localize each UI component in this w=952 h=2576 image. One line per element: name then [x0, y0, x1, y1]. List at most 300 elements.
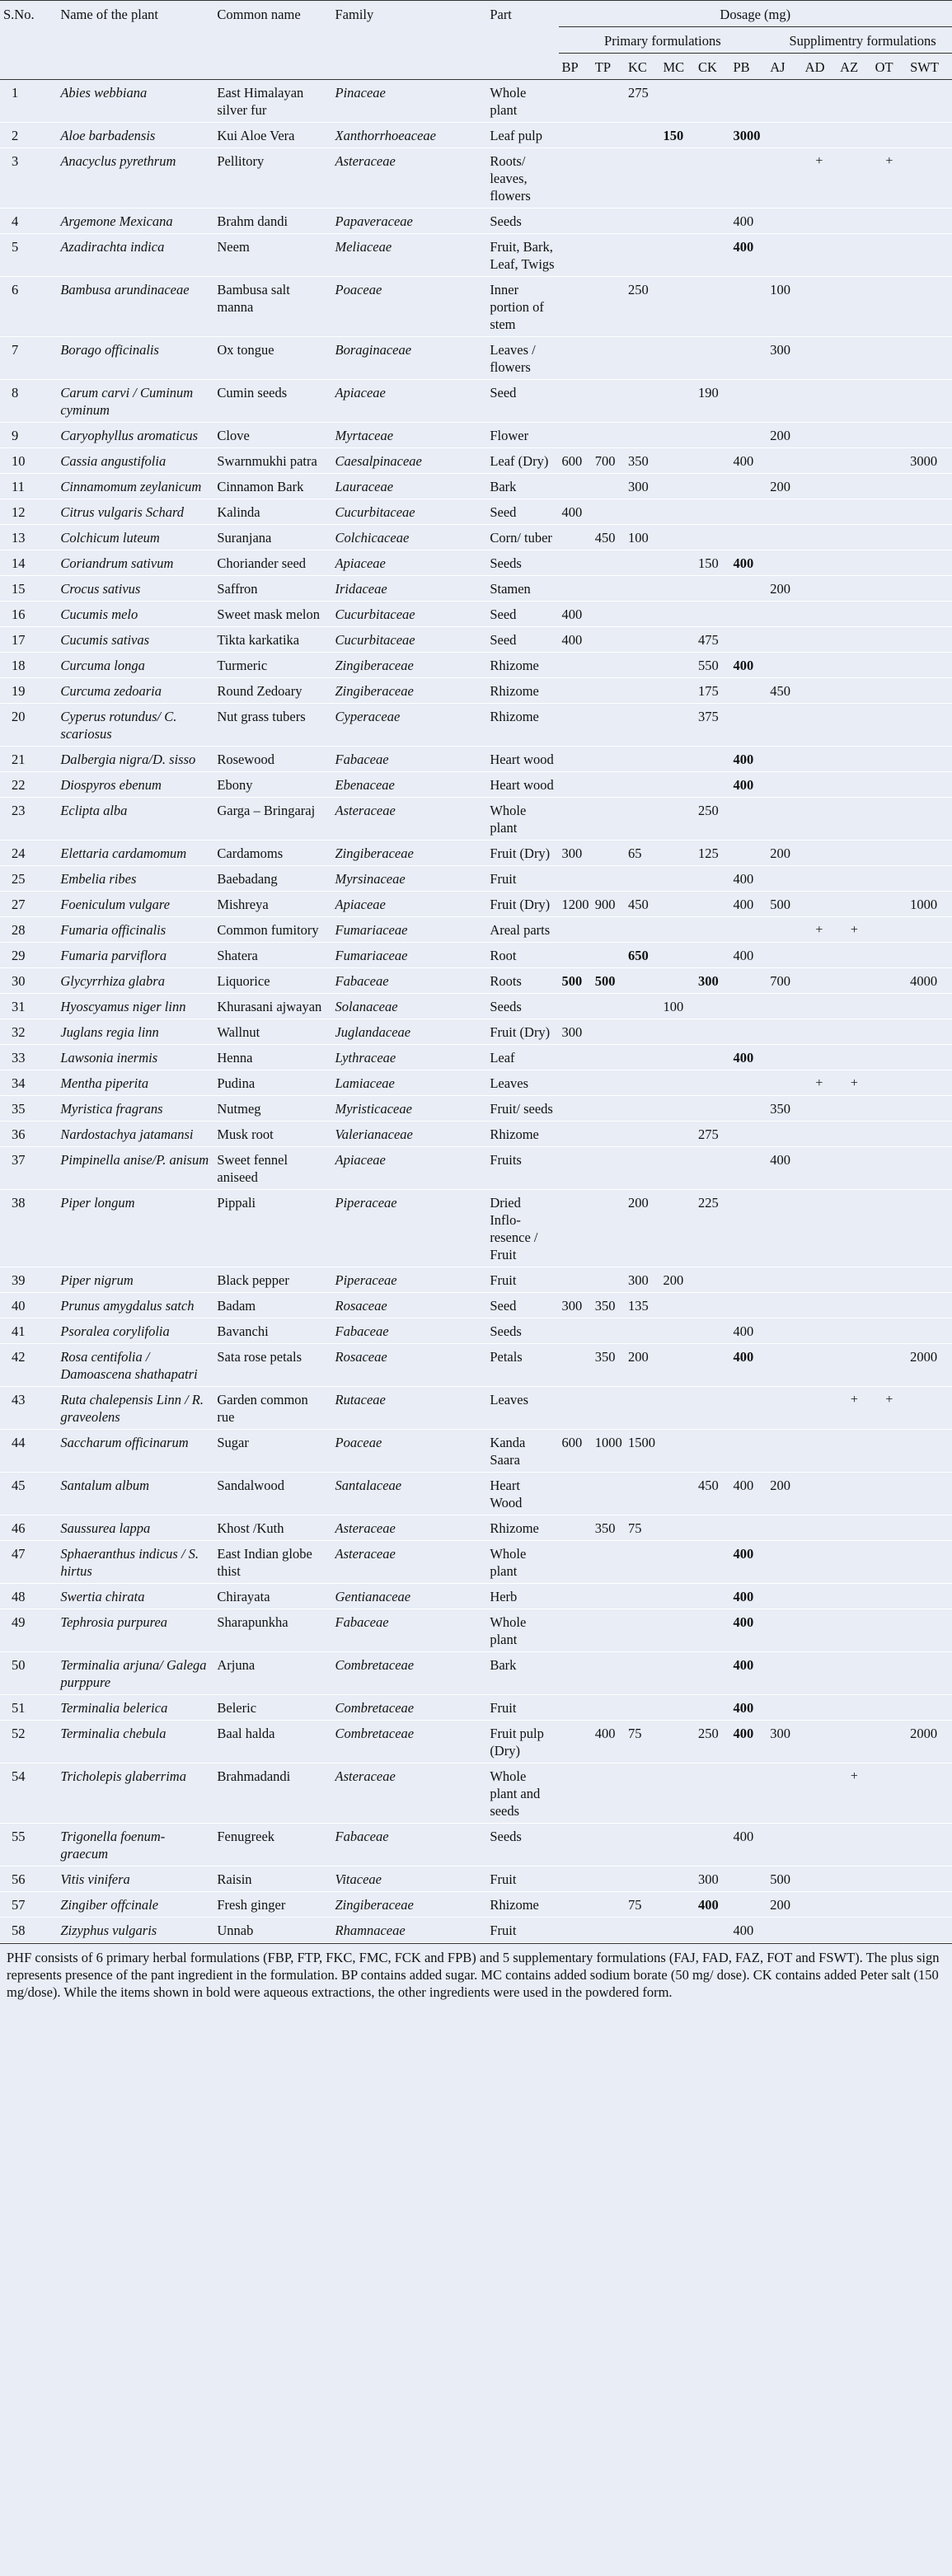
row-dose-aj: 100	[770, 282, 790, 297]
row-dose-ck	[695, 474, 729, 499]
row-dose-az	[837, 423, 871, 448]
header-col-ot: OT	[872, 54, 907, 80]
row-part: Roots/ leaves, flowers	[490, 153, 531, 204]
row-dose-ad	[802, 1721, 837, 1763]
row-dose-kc	[625, 1918, 659, 1943]
row-sno: 29	[12, 948, 26, 963]
table-row	[0, 1541, 952, 1584]
row-dose-swt	[907, 1096, 952, 1122]
row-dose-swt	[907, 1267, 952, 1293]
row-dose-ot	[872, 1892, 907, 1918]
row-dose-bp	[559, 123, 592, 148]
row-dose-ot	[872, 525, 907, 550]
row-dose-bp	[559, 1584, 592, 1609]
row-dose-aj: 400	[770, 1152, 790, 1168]
row-dose-bp	[559, 772, 592, 798]
row-part: Leaf	[490, 1050, 515, 1066]
row-dose-aj	[767, 917, 801, 943]
row-dose-ad	[802, 653, 837, 678]
row-dose-swt	[907, 234, 952, 277]
row-dose-ad	[802, 576, 837, 602]
row-dose-bp	[559, 747, 592, 772]
row-common-name: Bavanchi	[217, 1323, 269, 1339]
row-dose-ot	[872, 772, 907, 798]
row-dose-kc	[625, 1318, 659, 1344]
row-dose-ad	[802, 1387, 837, 1430]
row-sno: 48	[12, 1589, 26, 1604]
row-dose-ck	[695, 148, 729, 208]
row-dose-mc	[660, 1892, 695, 1918]
row-dose-bp	[559, 234, 592, 277]
row-dose-ot	[872, 1515, 907, 1541]
row-dose-mc	[660, 892, 695, 917]
row-common-name: Cumin seeds	[217, 385, 288, 400]
row-dose-tp	[592, 602, 625, 627]
row-dose-pb: 400	[733, 1589, 754, 1604]
row-dose-aj: 200	[770, 1897, 790, 1913]
header-supplementary: Supplimentry formulations	[767, 27, 952, 54]
row-common-name: Mishreya	[217, 897, 269, 912]
row-dose-ad	[802, 474, 837, 499]
row-dose-bp	[559, 1045, 592, 1070]
row-part: Bark	[490, 479, 517, 494]
row-sno: 35	[12, 1101, 26, 1117]
row-dose-ad	[802, 943, 837, 968]
row-part: Heart wood	[490, 777, 554, 793]
row-sno: 24	[12, 845, 26, 861]
row-family: Rutaceae	[335, 1392, 386, 1407]
row-dose-tp	[592, 772, 625, 798]
row-dose-az	[837, 892, 871, 917]
row-common-name: Swarnmukhi patra	[217, 453, 317, 469]
row-family: Ebenaceae	[335, 777, 395, 793]
row-dose-pb: 400	[733, 213, 754, 229]
row-dose-mc	[660, 1721, 695, 1763]
row-dose-az	[837, 80, 871, 123]
row-dose-ck	[695, 1652, 729, 1695]
row-dose-swt	[907, 1019, 952, 1045]
row-common-name: East Indian globe thist	[217, 1546, 312, 1579]
row-dose-tp	[592, 1096, 625, 1122]
table-row	[0, 798, 952, 841]
row-dose-kc	[625, 1147, 659, 1190]
table-row	[0, 968, 952, 994]
row-dose-pb	[729, 1147, 767, 1190]
row-family: Fabaceae	[335, 752, 389, 767]
row-dose-tp	[592, 1019, 625, 1045]
row-sno: 51	[12, 1700, 26, 1716]
row-dose-mc	[660, 80, 695, 123]
row-plant-name: Terminalia belerica	[60, 1700, 168, 1716]
row-dose-ad	[802, 1824, 837, 1866]
row-dose-aj	[767, 1344, 801, 1387]
row-dose-tp	[592, 1866, 625, 1892]
row-dose-ad	[802, 550, 837, 576]
row-dose-aj	[767, 1609, 801, 1652]
row-dose-ck	[695, 234, 729, 277]
row-dose-swt	[907, 653, 952, 678]
row-dose-bp: 400	[561, 607, 583, 622]
row-plant-name: Mentha piperita	[60, 1075, 149, 1091]
row-dose-az	[837, 1096, 871, 1122]
row-common-name: Pippali	[217, 1195, 256, 1211]
table-row	[0, 80, 952, 123]
row-dose-ad	[802, 1584, 837, 1609]
row-dose-ad	[802, 234, 837, 277]
row-dose-mc	[660, 337, 695, 380]
row-dose-ot	[872, 1721, 907, 1763]
row-sno: 21	[12, 752, 26, 767]
row-dose-kc: 350	[628, 453, 649, 469]
row-dose-mc: 100	[663, 999, 684, 1014]
row-dose-kc	[625, 917, 659, 943]
row-dose-az	[837, 1019, 871, 1045]
row-dose-az	[837, 841, 871, 866]
table-row	[0, 704, 952, 747]
row-dose-ot	[872, 1190, 907, 1267]
row-dose-az	[837, 866, 871, 892]
row-dose-pb: 400	[733, 777, 754, 793]
row-sno: 34	[12, 1075, 26, 1091]
row-dose-pb	[729, 499, 767, 525]
row-part: Fruit pulp (Dry)	[490, 1726, 544, 1759]
row-dose-az	[837, 148, 871, 208]
row-dose-aj	[767, 747, 801, 772]
row-dose-az	[837, 1515, 871, 1541]
row-dose-aj	[767, 1267, 801, 1293]
row-sno: 23	[12, 803, 26, 818]
row-dose-bp: 400	[561, 504, 583, 520]
row-dose-swt	[907, 1652, 952, 1695]
row-sno: 58	[12, 1923, 26, 1938]
row-dose-pb: 400	[733, 1546, 754, 1562]
row-dose-kc: 200	[628, 1349, 649, 1365]
row-dose-kc	[625, 550, 659, 576]
row-family: Meliaceae	[335, 239, 392, 255]
row-dose-az: +	[850, 1769, 858, 1783]
row-dose-swt	[907, 1584, 952, 1609]
row-dose-aj: 200	[770, 479, 790, 494]
row-dose-pb	[729, 1070, 767, 1096]
row-family: Zingiberaceae	[335, 1897, 414, 1913]
row-dose-ck	[695, 1267, 729, 1293]
table-row	[0, 1070, 952, 1096]
row-dose-mc	[660, 550, 695, 576]
row-dose-az	[837, 1147, 871, 1190]
row-dose-kc: 75	[628, 1897, 642, 1913]
row-dose-ad: +	[815, 154, 823, 168]
row-dose-swt	[907, 525, 952, 550]
row-plant-name: Dalbergia nigra/D. sisso	[60, 752, 196, 767]
row-dose-az	[837, 1267, 871, 1293]
row-dose-tp	[592, 474, 625, 499]
row-dose-swt	[907, 704, 952, 747]
row-dose-mc	[660, 1763, 695, 1824]
row-dose-pb: 400	[733, 871, 754, 887]
row-part: Fruit (Dry)	[490, 845, 551, 861]
header-dosage: Dosage (mg)	[559, 1, 952, 27]
row-dose-ad	[802, 1267, 837, 1293]
row-dose-tp: 350	[594, 1520, 616, 1536]
row-family: Lauraceae	[335, 479, 394, 494]
row-plant-name: Curcuma zedoaria	[60, 683, 162, 699]
row-family: Rosaceae	[335, 1298, 387, 1314]
row-dose-ck	[695, 576, 729, 602]
row-common-name: Pudina	[217, 1075, 256, 1091]
row-dose-swt	[907, 772, 952, 798]
row-dose-aj: 200	[770, 428, 790, 443]
row-common-name: Fenugreek	[217, 1829, 275, 1844]
header-col-bp: BP	[559, 54, 592, 80]
row-dose-ot	[872, 380, 907, 423]
row-dose-ck	[695, 1515, 729, 1541]
row-part: Rhizome	[490, 1520, 539, 1536]
row-sno: 2	[12, 128, 19, 143]
table-row	[0, 1096, 952, 1122]
row-common-name: Ox tongue	[217, 342, 274, 358]
row-dose-mc	[660, 1918, 695, 1943]
row-dose-tp	[592, 1918, 625, 1943]
row-dose-aj	[767, 772, 801, 798]
row-dose-tp: 900	[594, 897, 616, 912]
row-dose-kc: 275	[628, 85, 649, 101]
row-dose-mc	[660, 1387, 695, 1430]
row-dose-tp	[592, 1473, 625, 1515]
row-common-name: Baal halda	[217, 1726, 275, 1741]
row-dose-bp	[559, 866, 592, 892]
row-dose-az	[837, 499, 871, 525]
row-family: Vitaceae	[335, 1871, 382, 1887]
row-dose-ck	[695, 1045, 729, 1070]
row-plant-name: Rosa centifolia / Damoascena shathapatri	[60, 1349, 198, 1382]
row-dose-swt	[907, 208, 952, 234]
table-row	[0, 1344, 952, 1387]
row-common-name: Sugar	[217, 1435, 249, 1450]
row-dose-tp	[592, 1147, 625, 1190]
row-part: Fruit/ seeds	[490, 1101, 553, 1117]
row-dose-tp	[592, 576, 625, 602]
row-sno: 36	[12, 1126, 26, 1142]
row-common-name: Sharapunkha	[217, 1614, 288, 1630]
row-plant-name: Caryophyllus aromaticus	[60, 428, 198, 443]
row-common-name: Sweet fennel aniseed	[217, 1152, 288, 1185]
row-dose-ck	[695, 1070, 729, 1096]
row-dose-aj	[767, 798, 801, 841]
row-dose-tp	[592, 1267, 625, 1293]
row-dose-ot	[872, 1293, 907, 1318]
row-dose-tp	[592, 1695, 625, 1721]
row-common-name: Beleric	[217, 1700, 257, 1716]
row-family: Fabaceae	[335, 973, 389, 989]
row-dose-aj	[767, 1318, 801, 1344]
row-dose-kc	[625, 1387, 659, 1430]
header-col-kc: KC	[625, 54, 659, 80]
row-dose-ot	[872, 474, 907, 499]
row-dose-ad	[802, 892, 837, 917]
table-row	[0, 1293, 952, 1318]
row-dose-mc	[660, 627, 695, 653]
row-dose-tp	[592, 943, 625, 968]
row-dose-tp	[592, 80, 625, 123]
row-dose-az	[837, 576, 871, 602]
row-sno: 27	[12, 897, 26, 912]
row-dose-az	[837, 1541, 871, 1584]
row-dose-bp: 500	[561, 973, 583, 989]
table-row	[0, 234, 952, 277]
table-row	[0, 499, 952, 525]
row-dose-bp	[559, 1267, 592, 1293]
row-dose-kc: 65	[628, 845, 642, 861]
row-dose-swt	[907, 1293, 952, 1318]
row-common-name: Henna	[217, 1050, 253, 1066]
row-common-name: Saffron	[217, 581, 258, 597]
row-dose-tp: 350	[594, 1298, 616, 1314]
row-dose-mc	[660, 1019, 695, 1045]
row-dose-az	[837, 994, 871, 1019]
row-dose-kc: 300	[628, 479, 649, 494]
row-dose-tp	[592, 653, 625, 678]
row-common-name: Turmeric	[217, 658, 268, 673]
row-dose-mc	[660, 704, 695, 747]
row-dose-aj: 700	[770, 973, 790, 989]
row-dose-bp	[559, 1147, 592, 1190]
row-dose-kc	[625, 1695, 659, 1721]
row-dose-bp: 1200	[561, 897, 589, 912]
row-dose-aj: 200	[770, 1478, 790, 1493]
row-common-name: Garden common rue	[217, 1392, 308, 1425]
row-dose-kc: 75	[628, 1520, 642, 1536]
row-dose-ck: 400	[697, 1897, 719, 1913]
row-dose-ck	[695, 892, 729, 917]
row-plant-name: Terminalia chebula	[60, 1726, 166, 1741]
row-dose-swt: 3000	[910, 453, 938, 469]
row-dose-ot	[872, 892, 907, 917]
row-dose-swt	[907, 1515, 952, 1541]
row-dose-mc	[660, 1190, 695, 1267]
row-dose-ad: +	[815, 1076, 823, 1090]
row-dose-az	[837, 208, 871, 234]
row-dose-tp	[592, 380, 625, 423]
row-dose-tp	[592, 627, 625, 653]
row-dose-pb: 400	[733, 1726, 754, 1741]
row-sno: 30	[12, 973, 26, 989]
row-dose-swt	[907, 1070, 952, 1096]
row-dose-tp	[592, 1318, 625, 1344]
row-dose-mc	[660, 208, 695, 234]
row-dose-aj	[767, 80, 801, 123]
row-dose-tp	[592, 1070, 625, 1096]
row-plant-name: Hyoscyamus niger linn	[60, 999, 186, 1014]
row-dose-swt	[907, 1763, 952, 1824]
table-row	[0, 892, 952, 917]
row-dose-ot	[872, 994, 907, 1019]
row-dose-mc	[660, 1344, 695, 1387]
row-dose-pb	[729, 968, 767, 994]
row-dose-ck	[695, 1695, 729, 1721]
row-part: Whole plant	[490, 1546, 527, 1579]
row-common-name: Badam	[217, 1298, 256, 1314]
row-dose-mc	[660, 1045, 695, 1070]
row-common-name: Clove	[217, 428, 250, 443]
row-dose-kc	[625, 123, 659, 148]
row-part: Roots	[490, 973, 522, 989]
row-dose-ot	[872, 1122, 907, 1147]
row-dose-tp	[592, 1892, 625, 1918]
row-plant-name: Fumaria parviflora	[60, 948, 167, 963]
row-plant-name: Cucumis melo	[60, 607, 138, 622]
row-sno: 12	[12, 504, 26, 520]
row-plant-name: Zizyphus vulgaris	[60, 1923, 157, 1938]
row-dose-ad	[802, 1763, 837, 1824]
row-part: Seeds	[490, 213, 522, 229]
row-dose-az	[837, 704, 871, 747]
table-row	[0, 380, 952, 423]
table-row	[0, 1866, 952, 1892]
row-dose-ck	[695, 1584, 729, 1609]
row-plant-name: Pimpinella anise/P. anisum	[60, 1152, 209, 1168]
row-dose-kc	[625, 994, 659, 1019]
row-sno: 39	[12, 1272, 26, 1288]
row-dose-pb	[729, 1866, 767, 1892]
row-dose-ck: 475	[697, 632, 719, 648]
row-dose-aj	[767, 123, 801, 148]
row-dose-ot	[872, 448, 907, 474]
row-plant-name: Saccharum officinarum	[60, 1435, 189, 1450]
row-dose-swt	[907, 1892, 952, 1918]
table-row	[0, 423, 952, 448]
row-dose-bp	[559, 208, 592, 234]
row-dose-ad	[802, 337, 837, 380]
row-dose-bp	[559, 1763, 592, 1824]
row-dose-bp	[559, 148, 592, 208]
row-sno: 13	[12, 530, 26, 546]
row-family: Combretaceae	[335, 1700, 415, 1716]
row-part: Fruit	[490, 1700, 517, 1716]
row-dose-ck: 190	[697, 385, 719, 400]
row-dose-bp	[559, 1190, 592, 1267]
row-dose-swt	[907, 1430, 952, 1473]
row-dose-pb: 400	[733, 1923, 754, 1938]
row-family: Myristicaceae	[335, 1101, 412, 1117]
row-dose-kc: 135	[628, 1298, 649, 1314]
row-dose-ot	[872, 1430, 907, 1473]
row-family: Rhamnaceae	[335, 1923, 406, 1938]
row-plant-name: Ruta chalepensis Linn / R. graveolens	[60, 1392, 204, 1425]
row-sno: 57	[12, 1897, 26, 1913]
header-col-tp: TP	[592, 54, 625, 80]
row-dose-ot	[872, 1918, 907, 1943]
row-sno: 44	[12, 1435, 26, 1450]
row-dose-bp	[559, 678, 592, 704]
row-common-name: Khurasani ajwayan	[217, 999, 322, 1014]
row-dose-bp	[559, 704, 592, 747]
table-row	[0, 337, 952, 380]
row-family: Asteraceae	[335, 803, 396, 818]
row-dose-mc	[660, 1609, 695, 1652]
row-dose-mc	[660, 1293, 695, 1318]
row-dose-tp	[592, 841, 625, 866]
row-dose-kc: 200	[628, 1195, 649, 1211]
row-dose-bp	[559, 1318, 592, 1344]
row-dose-ck	[695, 943, 729, 968]
row-dose-mc	[660, 1824, 695, 1866]
row-dose-ad	[802, 1344, 837, 1387]
row-plant-name: Glycyrrhiza glabra	[60, 973, 165, 989]
row-sno: 11	[12, 479, 25, 494]
row-common-name: East Himalayan silver fur	[217, 85, 304, 118]
row-common-name: Ebony	[217, 777, 253, 793]
row-part: Whole plant	[490, 803, 527, 836]
